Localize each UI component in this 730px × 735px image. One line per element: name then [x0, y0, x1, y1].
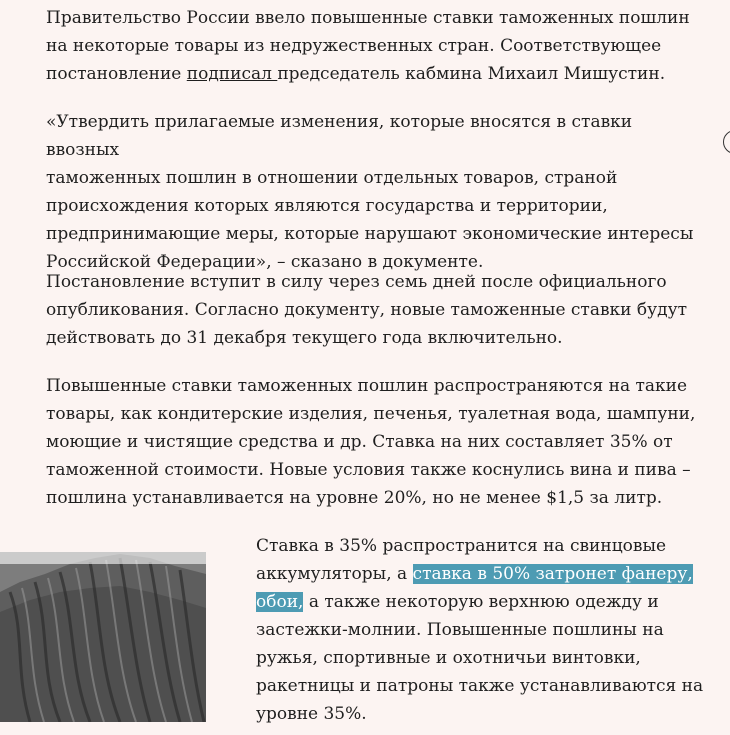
- paragraph-5-text-after: а также некоторую верхнюю одежду и застежки-молнии. Повышенные пошлины на ружья, спортивные и охотничьи винтовки, ракетницы и патроны также устанавливаются на уровне 35%.: [256, 592, 704, 724]
- side-circle-button[interactable]: [723, 130, 730, 154]
- paragraph-1-text-after: председатель кабмина Михаил Мишустин.: [277, 64, 666, 84]
- highlighted-text[interactable]: ставка в 50% затронет фанеру, обои,: [256, 564, 693, 612]
- paragraph-5: [256, 532, 716, 728]
- paragraph-1-text-before: Правительство России ввело повышенные ставки таможенных пошлин на некоторые товары из недружественных стран. Соответствующее постановление: [46, 8, 690, 84]
- paragraph-2-quote: «Утвердить прилагаемые изменения, которые вносятся в ставки ввозных таможенных пошлин в отношении отдельных товаров, страной происхождения которых являются государства и территории, предпринимающие меры, которые нарушают экономические интересы Российской Федерации», – сказано в документе.: [46, 112, 694, 272]
- paragraph-5-text-before: Ставка в 35% распространится на свинцовые аккумуляторы, а: [256, 536, 667, 584]
- mountain-photo: [0, 552, 206, 722]
- signed-link[interactable]: подписал: [186, 64, 278, 84]
- paragraph-3: Постановление вступит в силу через семь дней после официального опубликования. Согласно документу, новые таможенные ставки будут действовать до 31 декабря текущего года включительно.: [46, 272, 688, 348]
- paragraph-4: Повышенные ставки таможенных пошлин распространяются на такие товары, как кондитерские изделия, печенья, туалетная вода, шампуни, моющие и чистящие средства и др. Ставка на них составляет 35% от таможенной стоимости. Новые условия также коснулись вина и пива – пошлина устанавливается на уровне 20%, но не менее $1,5 за литр.: [46, 376, 696, 508]
- paragraph-1: [46, 4, 706, 88]
